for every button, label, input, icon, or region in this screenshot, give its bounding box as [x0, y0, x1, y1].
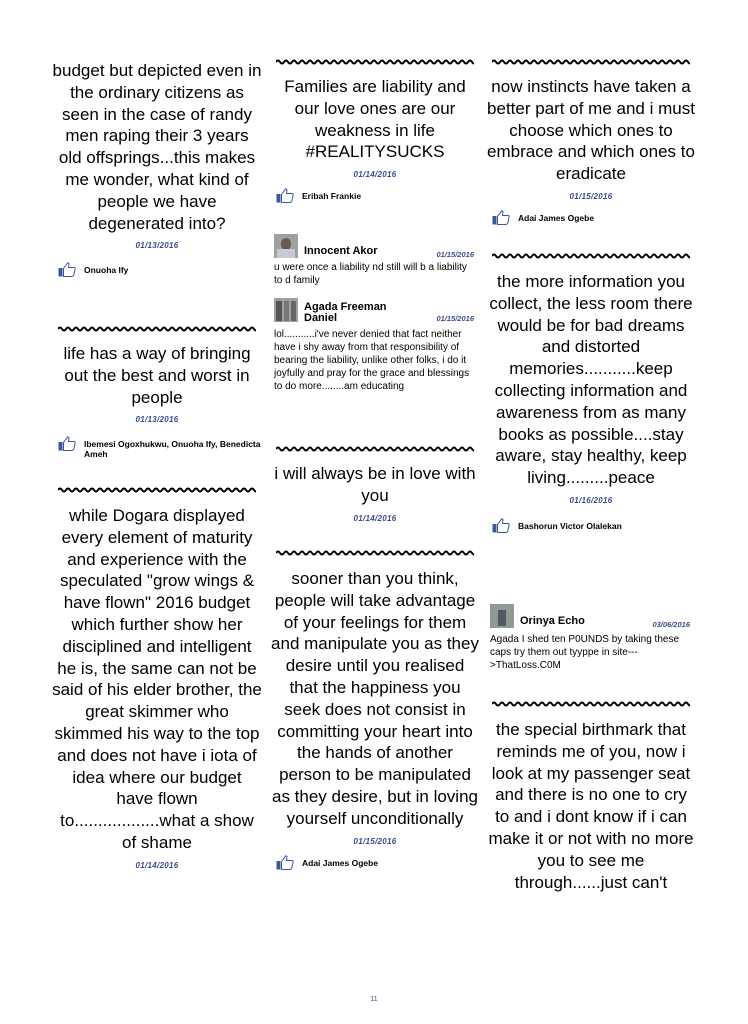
post — [486, 271, 696, 533]
likes-row — [58, 436, 262, 459]
avatar[interactable] — [274, 234, 298, 258]
comment-date: 03/06/2016 — [652, 620, 690, 629]
thumbs-up-icon — [276, 855, 294, 870]
post — [270, 463, 480, 523]
wavy-divider-icon — [276, 445, 474, 453]
post — [52, 505, 262, 870]
wavy-divider-icon — [276, 58, 474, 66]
avatar[interactable] — [274, 298, 298, 322]
thumbs-up-icon — [58, 436, 76, 451]
post-date: 01/15/2016 — [569, 191, 613, 201]
likes-row — [492, 210, 696, 225]
commenter-name[interactable]: Innocent Akor — [304, 245, 378, 257]
like-names: Adai James Ogebe — [518, 212, 595, 223]
like-names: Bashorun Victor Olalekan — [518, 520, 622, 531]
comment-date: 01/15/2016 — [436, 250, 474, 259]
post-date: 01/13/2016 — [135, 241, 179, 251]
post-date: 01/14/2016 — [353, 170, 397, 180]
wavy-divider-icon — [58, 325, 256, 333]
comment-text: lol...........i've never denied that fact neither have i shy away from that responsibility of bearing the liability, unlike other folks, i do it joyfully and pray for the grace and blessings to do more........am educating — [274, 329, 470, 392]
post-text: the special birthmark that reminds me of you, now i look at my passenger seat and there is no one to cry to and i dont know if i can make it or not with no more you to see me through......just can't — [488, 720, 694, 892]
comment-text: u were once a liability nd still will b a liability to d family — [274, 262, 467, 286]
comment — [274, 298, 474, 393]
comment — [490, 604, 690, 672]
like-names: Adai James Ogebe — [302, 857, 379, 868]
post-text: life has a way of bringing out the best and worst in people — [63, 344, 251, 407]
avatar[interactable] — [490, 604, 514, 628]
commenter-name[interactable]: Agada Freeman Daniel — [304, 301, 387, 324]
like-names: Ibemesi Ogoxhukwu, Onuoha Ify, Benedicta Ameh — [84, 439, 261, 460]
wavy-divider-icon — [492, 700, 690, 708]
post — [486, 719, 696, 893]
post — [270, 568, 480, 870]
like-names: Eribah Frankie — [302, 191, 362, 202]
thumbs-up-icon — [492, 518, 510, 533]
wavy-divider-icon — [492, 58, 690, 66]
post-date: 01/13/2016 — [135, 415, 179, 425]
post-date: 01/15/2016 — [353, 836, 397, 846]
wavy-divider-icon — [276, 549, 474, 557]
post-date: 01/14/2016 — [353, 513, 397, 523]
thumbs-up-icon — [58, 262, 76, 277]
post-text: now instincts have taken a better part of me and i must choose which ones to embrace and which ones to eradicate — [487, 77, 695, 184]
post-date: 01/16/2016 — [569, 495, 613, 505]
thumbs-up-icon — [276, 188, 294, 203]
thumbs-up-icon — [492, 210, 510, 225]
wavy-divider-icon — [492, 252, 690, 260]
comment-text: Agada I shed ten P0UNDS by taking these caps try them out tyyppe in site--->ThatLoss.C0M — [490, 634, 680, 671]
page-number: 11 — [370, 996, 378, 1003]
commenter-name[interactable]: Orinya Echo — [520, 615, 585, 627]
wavy-divider-icon — [58, 486, 256, 494]
post-date: 01/14/2016 — [135, 860, 179, 870]
post — [486, 76, 696, 225]
like-names: Onuoha Ify — [84, 265, 129, 276]
post-text: sooner than you think, people will take advantage of your feelings for them and manipulate you as they desire until you realised that the happiness you seek does not consist in committing your heart into the hands of another person to be manipulated as they desire, but in loving yourself unconditionally — [271, 569, 479, 828]
post-text: i will always be in love with you — [274, 464, 476, 505]
likes-row — [276, 188, 480, 203]
comment — [274, 234, 474, 287]
comment-date: 01/15/2016 — [436, 314, 474, 323]
post — [52, 343, 262, 459]
post — [270, 76, 480, 203]
likes-row — [492, 518, 696, 533]
post — [52, 60, 262, 277]
likes-row — [276, 855, 480, 870]
post-text: budget but depicted even in the ordinary citizens as seen in the case of randy men raping their 3 years old offsprings...this makes me wonder, what kind of people we have degenerated into? — [52, 61, 262, 233]
post-text: while Dogara displayed every element of maturity and experience with the speculated "grow wings & have flown" 2016 budget which further show her disciplined and intelligent he is, the same can not be said of his elder brother, the great skimmer who skimmed his way to the top and does not have i iota of idea where our budget have flown to..................what a show of shame — [52, 506, 262, 852]
post-text: the more information you collect, the less room there would be for bad dreams and distorted memories...........keep collecting information and awareness from as many books as possible....stay aware, stay healthy, keep living.........peace — [489, 272, 693, 488]
likes-row — [58, 262, 262, 277]
post-text: Families are liability and our love ones are our weakness in life #REALITYSUCKS — [284, 77, 466, 162]
